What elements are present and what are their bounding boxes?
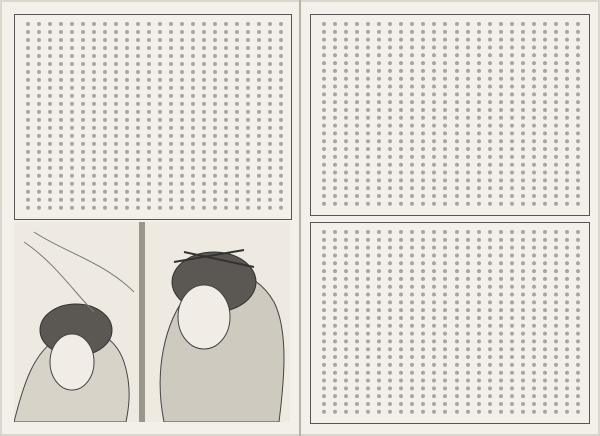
text-line <box>499 22 507 206</box>
text-line <box>532 22 540 206</box>
text-line <box>377 22 385 206</box>
text-line <box>554 22 562 206</box>
page-number <box>289 330 311 348</box>
text-line <box>432 230 440 414</box>
text-line <box>136 22 144 210</box>
text-line <box>59 22 67 210</box>
left-text-block <box>20 18 284 214</box>
text-line <box>421 230 429 414</box>
text-line <box>322 22 330 206</box>
text-line <box>213 22 221 210</box>
woodblock-illustration <box>14 222 290 422</box>
text-line <box>322 230 330 414</box>
text-line <box>576 230 584 414</box>
text-line <box>576 22 584 206</box>
illustration-figures <box>14 222 290 422</box>
text-line <box>499 230 507 414</box>
text-line <box>235 22 243 210</box>
text-line <box>388 230 396 414</box>
text-line <box>565 230 573 414</box>
text-line <box>532 230 540 414</box>
text-line <box>565 22 573 206</box>
text-line <box>455 230 463 414</box>
text-line <box>510 230 518 414</box>
text-line <box>432 22 440 206</box>
text-line <box>455 22 463 206</box>
right-bottom-text-block <box>316 226 582 418</box>
text-line <box>158 22 166 210</box>
text-line <box>399 22 407 206</box>
text-line <box>399 230 407 414</box>
text-line <box>48 22 56 210</box>
text-line <box>488 230 496 414</box>
text-line <box>554 230 562 414</box>
text-line <box>103 22 111 210</box>
text-line <box>410 230 418 414</box>
text-line <box>521 230 529 414</box>
text-line <box>388 22 396 206</box>
text-line <box>180 22 188 210</box>
gutter <box>299 0 301 436</box>
text-line <box>344 230 352 414</box>
text-line <box>466 230 474 414</box>
right-top-text-block <box>316 18 582 210</box>
text-line <box>114 22 122 210</box>
text-line <box>488 22 496 206</box>
text-line <box>81 22 89 210</box>
text-line <box>202 22 210 210</box>
text-line <box>224 22 232 210</box>
text-line <box>92 22 100 210</box>
text-line <box>543 22 551 206</box>
text-line <box>333 22 341 206</box>
text-line <box>443 230 451 414</box>
text-line <box>543 230 551 414</box>
text-line <box>37 22 45 210</box>
text-line <box>443 22 451 206</box>
text-line <box>477 230 485 414</box>
text-line <box>366 22 374 206</box>
text-line <box>268 22 276 210</box>
text-line <box>279 22 287 210</box>
text-line <box>355 230 363 414</box>
text-line <box>421 22 429 206</box>
text-line <box>366 230 374 414</box>
text-line <box>377 230 385 414</box>
text-line <box>125 22 133 210</box>
text-line <box>521 22 529 206</box>
text-line <box>147 22 155 210</box>
text-line <box>355 22 363 206</box>
text-line <box>191 22 199 210</box>
text-line <box>70 22 78 210</box>
text-line <box>344 22 352 206</box>
text-line <box>466 22 474 206</box>
text-line <box>410 22 418 206</box>
text-line <box>26 22 34 210</box>
text-line <box>257 22 265 210</box>
text-line <box>510 22 518 206</box>
text-line <box>246 22 254 210</box>
text-line <box>333 230 341 414</box>
text-line <box>169 22 177 210</box>
text-line <box>477 22 485 206</box>
